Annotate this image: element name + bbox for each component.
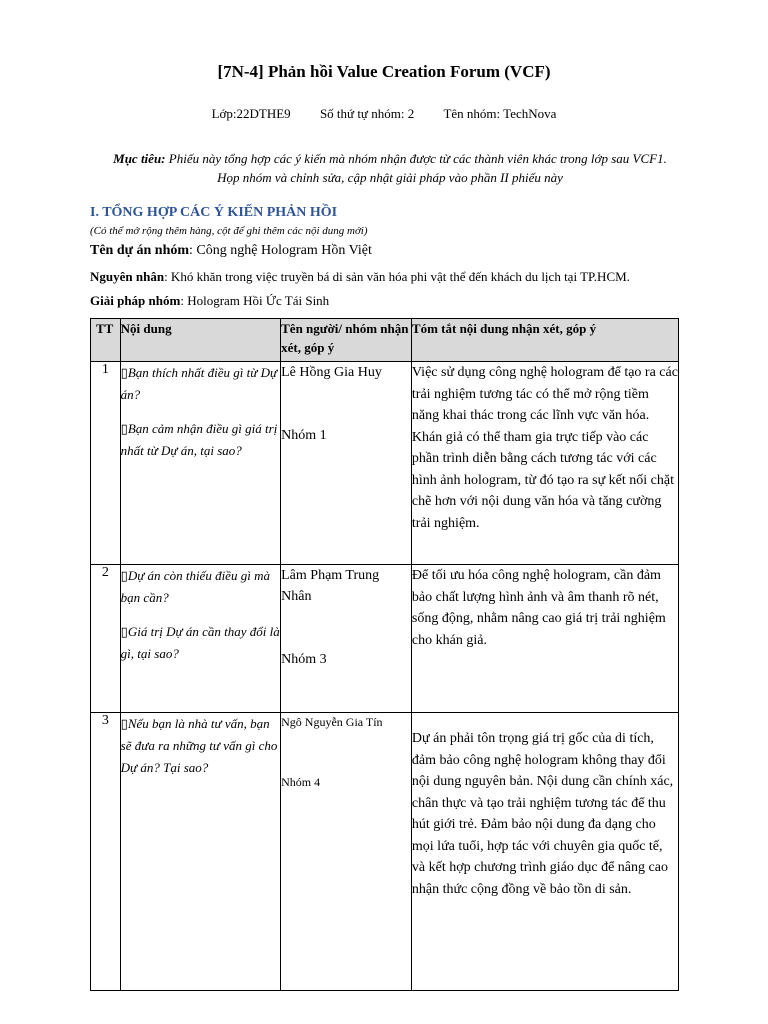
row-reviewer bbox=[281, 713, 412, 991]
question-item bbox=[121, 621, 280, 665]
reviewer-group: Nhóm 4 bbox=[281, 775, 321, 789]
header-tt: TT bbox=[91, 319, 121, 362]
cause-label: Nguyên nhân bbox=[90, 269, 165, 284]
objective-line2: Họp nhóm và chỉnh sửa, cập nhật giải pháp vào phần II phiếu này bbox=[217, 170, 563, 185]
solution-value: : Hologram Hồi Ức Tái Sinh bbox=[180, 293, 330, 308]
bullet-icon: ▯ bbox=[120, 624, 128, 639]
row-summary bbox=[411, 713, 678, 991]
feedback-table bbox=[90, 318, 679, 991]
row-questions bbox=[120, 713, 280, 991]
question-item bbox=[121, 565, 280, 609]
row-reviewer bbox=[281, 565, 412, 713]
question-item bbox=[121, 418, 280, 462]
header-reviewer: Tên người/ nhóm nhận xét, góp ý bbox=[281, 319, 412, 362]
group-number: Số thứ tự nhóm: 2 bbox=[319, 106, 415, 121]
row-reviewer bbox=[281, 362, 412, 565]
row-questions bbox=[120, 565, 280, 713]
bullet-icon: ▯ bbox=[120, 716, 128, 731]
header-content: Nội dung bbox=[120, 319, 280, 362]
header-summary: Tóm tắt nội dung nhận xét, góp ý bbox=[411, 319, 678, 362]
question-text: Giá trị Dự án cần thay đổi là gì, tại sao? bbox=[120, 624, 280, 661]
question-text: Bạn thích nhất điều gì từ Dự án? bbox=[120, 365, 278, 402]
table-row bbox=[91, 362, 679, 565]
cause-line bbox=[90, 269, 630, 285]
bullet-icon: ▯ bbox=[120, 365, 128, 380]
reviewer-group: Nhóm 1 bbox=[281, 428, 327, 443]
question-item bbox=[121, 713, 280, 779]
project-value: : Công nghệ Hologram Hồn Việt bbox=[189, 243, 372, 258]
objective-label: Mục tiêu: bbox=[113, 151, 166, 166]
reviewer-name: Lê Hồng Gia Huy bbox=[281, 365, 382, 380]
objective bbox=[90, 149, 690, 187]
cause-value: : Khó khăn trong việc truyền bá di sản văn hóa phi vật thể đến khách du lịch tại TP.HCM. bbox=[164, 269, 630, 284]
project-label: Tên dự án nhóm bbox=[90, 243, 190, 258]
summary-text: Dự án phải tôn trọng giá trị gốc của di tích, đảm bảo công nghệ hologram không thay đổi nội dung nguyên bản. Nội dung cần chính xác, chân thực và tạo trải nghiệm tương tác để thu hút giới trẻ. Đảm bảo nội dung đa dạng cho mọi lứa tuổi, hợp tác với chuyên gia quốc tế, và kết hợp chương trình giáo dục để nâng cao nhận thức cộng đồng về bảo tồn di sản. bbox=[411, 731, 674, 897]
section-note: (Có thể mở rộng thêm hàng, cột để ghi thêm các nội dung mới) bbox=[90, 225, 368, 237]
table-header-row bbox=[91, 319, 679, 362]
reviewer-group: Nhóm 3 bbox=[281, 652, 327, 667]
bullet-icon: ▯ bbox=[120, 568, 128, 583]
solution-label: Giải pháp nhóm bbox=[90, 293, 181, 308]
reviewer-name: Ngô Nguyễn Gia Tín bbox=[281, 715, 383, 729]
row-summary: Để tối ưu hóa công nghệ hologram, cần đảm bảo chất lượng hình ảnh và âm thanh rõ nét, sống động, nhằm nâng cao giá trị trải nghiệm cho khán giả. bbox=[411, 565, 678, 713]
row-number: 1 bbox=[91, 362, 121, 565]
question-text: Bạn cảm nhận điều gì giá trị nhất từ Dự án, tại sao? bbox=[120, 421, 278, 458]
project-name-line bbox=[90, 243, 372, 259]
question-item bbox=[121, 362, 280, 406]
question-text: Dự án còn thiếu điều gì mà bạn cần? bbox=[120, 568, 270, 605]
reviewer-name: Lâm Phạm Trung Nhân bbox=[281, 568, 380, 604]
class-info: Lớp:22DTHE9 bbox=[211, 106, 291, 121]
section-heading: I. TỔNG HỢP CÁC Ý KIẾN PHẢN HỒI bbox=[90, 205, 338, 220]
bullet-icon: ▯ bbox=[120, 421, 128, 436]
question-text: Nếu bạn là nhà tư vấn, bạn sẽ đưa ra những tư vấn gì cho Dự án? Tại sao? bbox=[120, 716, 278, 775]
row-number: 2 bbox=[91, 565, 121, 713]
objective-line1: Phiếu này tổng hợp các ý kiến mà nhóm nhận được từ các thành viên khác trong lớp sau VCF1. bbox=[168, 151, 667, 166]
class-info-line bbox=[0, 106, 768, 122]
group-name: Tên nhóm: TechNova bbox=[443, 106, 557, 121]
solution-line bbox=[90, 293, 329, 309]
row-summary: Việc sử dụng công nghệ hologram để tạo ra các trải nghiệm tương tác có thể mở rộng tiềm năng khai thác trong các lĩnh vực văn hóa. Khán giả có thể tham gia trực tiếp vào các phần trình diễn bằng cách tương tác với các hình ảnh hologram, từ đó tạo ra sự kết nối chặt chẽ hơn với nội dung văn hóa và tăng cường trải nghiệm. bbox=[411, 362, 678, 565]
table-row bbox=[91, 565, 679, 713]
document-title: [7N-4] Phản hồi Value Creation Forum (VCF) bbox=[217, 62, 551, 81]
table-row bbox=[91, 713, 679, 991]
row-number: 3 bbox=[91, 713, 121, 991]
row-questions bbox=[120, 362, 280, 565]
